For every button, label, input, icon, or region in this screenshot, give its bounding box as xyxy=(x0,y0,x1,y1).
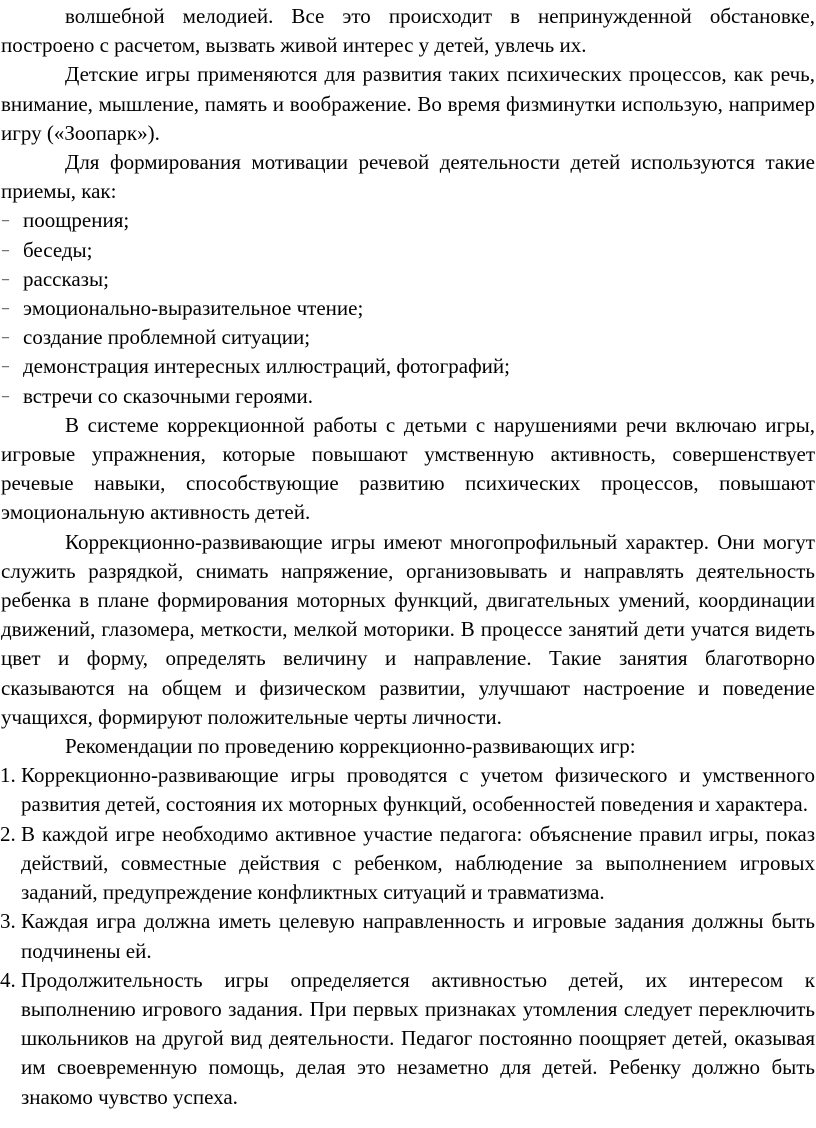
list-item xyxy=(0,352,816,381)
paragraph-correction: Коррекционно-развивающие игры имеют многопрофильный характер. Они могут служить разрядкой, снимать напряжение, организовывать и направлять деятельность ребенка в плане формирования моторных функций, двигательных умений, координации движений, глазомера, меткости, мелкой моторики. В процессе занятий дети учатся видеть цвет и форму, определять величину и направление. Такие занятия благотворно сказываются на общем и физическом развитии, улучшают настроение и поведение учащихся, формируют положительные черты личности. xyxy=(1,529,815,729)
document-page xyxy=(0,2,816,1112)
list-item-text: В каждой игре необходимо активное участие педагога: объяснение правил игры, показ действий, совместные действия с ребенком, наблюдение за выполнением игровых заданий, предупреждение конфликтных ситуаций и травматизма. xyxy=(21,821,815,905)
list-number: 4. xyxy=(0,967,16,992)
paragraph-games: Детские игры применяются для развития таких психических процессов, как речь, внимание, мышление, память и воображение. Во время физминутки использую, например игру («Зоопарк»). xyxy=(1,62,815,145)
list-item xyxy=(0,265,816,294)
techniques-list xyxy=(0,206,816,410)
list-item-text: демонстрация интересных иллюстраций, фотографий; xyxy=(23,354,510,379)
list-item xyxy=(0,236,816,265)
recommendations-list xyxy=(0,761,816,1111)
paragraph-motivation: Для формирования мотивации речевой деятельности детей используются такие приемы, как: xyxy=(1,150,815,204)
dash-marker: – xyxy=(2,213,9,229)
list-item-text: Продолжительность игры определяется активностью детей, их интересом к выполнению игрового задания. При первых признаках утомления следует переключить школьников на другой вид деятельности. Педагог постоянно поощряет детей, оказывая им своевременную помощь, делая это незаметно для детей. Ребенку должно быть знакомо чувство успеха. xyxy=(21,967,815,1109)
list-item xyxy=(0,907,816,965)
paragraph-intro: волшебной мелодией. Все это происходит в непринужденной обстановке, построено с расчетом, вызвать живой интерес у детей, увлечь их. xyxy=(1,4,815,58)
list-item-text: беседы; xyxy=(23,237,93,262)
list-item-text: встречи со сказочными героями. xyxy=(23,383,314,408)
list-item-text: эмоционально-выразительное чтение; xyxy=(23,296,364,321)
list-item xyxy=(0,294,816,323)
dash-marker: – xyxy=(2,388,9,404)
dash-marker: – xyxy=(2,301,9,317)
list-item-text: Каждая игра должна иметь целевую направленность и игровые задания должны быть подчинены ей. xyxy=(21,909,815,963)
list-item-text: Коррекционно-развивающие игры проводятся с учетом физического и умственного развития детей, состояния их моторных функций, особенностей поведения и характера. xyxy=(21,763,815,817)
paragraph-system: В системе коррекционной работы с детьми с нарушениями речи включаю игры, игровые упражнения, которые повышают умственную активность, совершенствует речевые навыки, способствующие развитию психических процессов, повышают эмоциональную активность детей. xyxy=(1,412,815,525)
list-item-text: рассказы; xyxy=(23,266,109,291)
list-item-text: создание проблемной ситуации; xyxy=(23,325,311,350)
list-number: 3. xyxy=(0,909,16,934)
list-item xyxy=(0,206,816,235)
list-item xyxy=(0,323,816,352)
paragraph-recommendations: Рекомендации по проведению коррекционно-развивающих игр: xyxy=(65,734,636,759)
dash-marker: – xyxy=(2,271,9,287)
list-item xyxy=(0,820,816,908)
dash-marker: – xyxy=(2,330,9,346)
list-item xyxy=(0,382,816,411)
list-item xyxy=(0,966,816,1112)
list-number: 2. xyxy=(0,821,16,846)
dash-marker: – xyxy=(2,359,9,375)
list-item-text: поощрения; xyxy=(23,208,130,233)
list-item xyxy=(0,761,816,819)
list-number: 1. xyxy=(0,763,16,788)
dash-marker: – xyxy=(2,242,9,258)
